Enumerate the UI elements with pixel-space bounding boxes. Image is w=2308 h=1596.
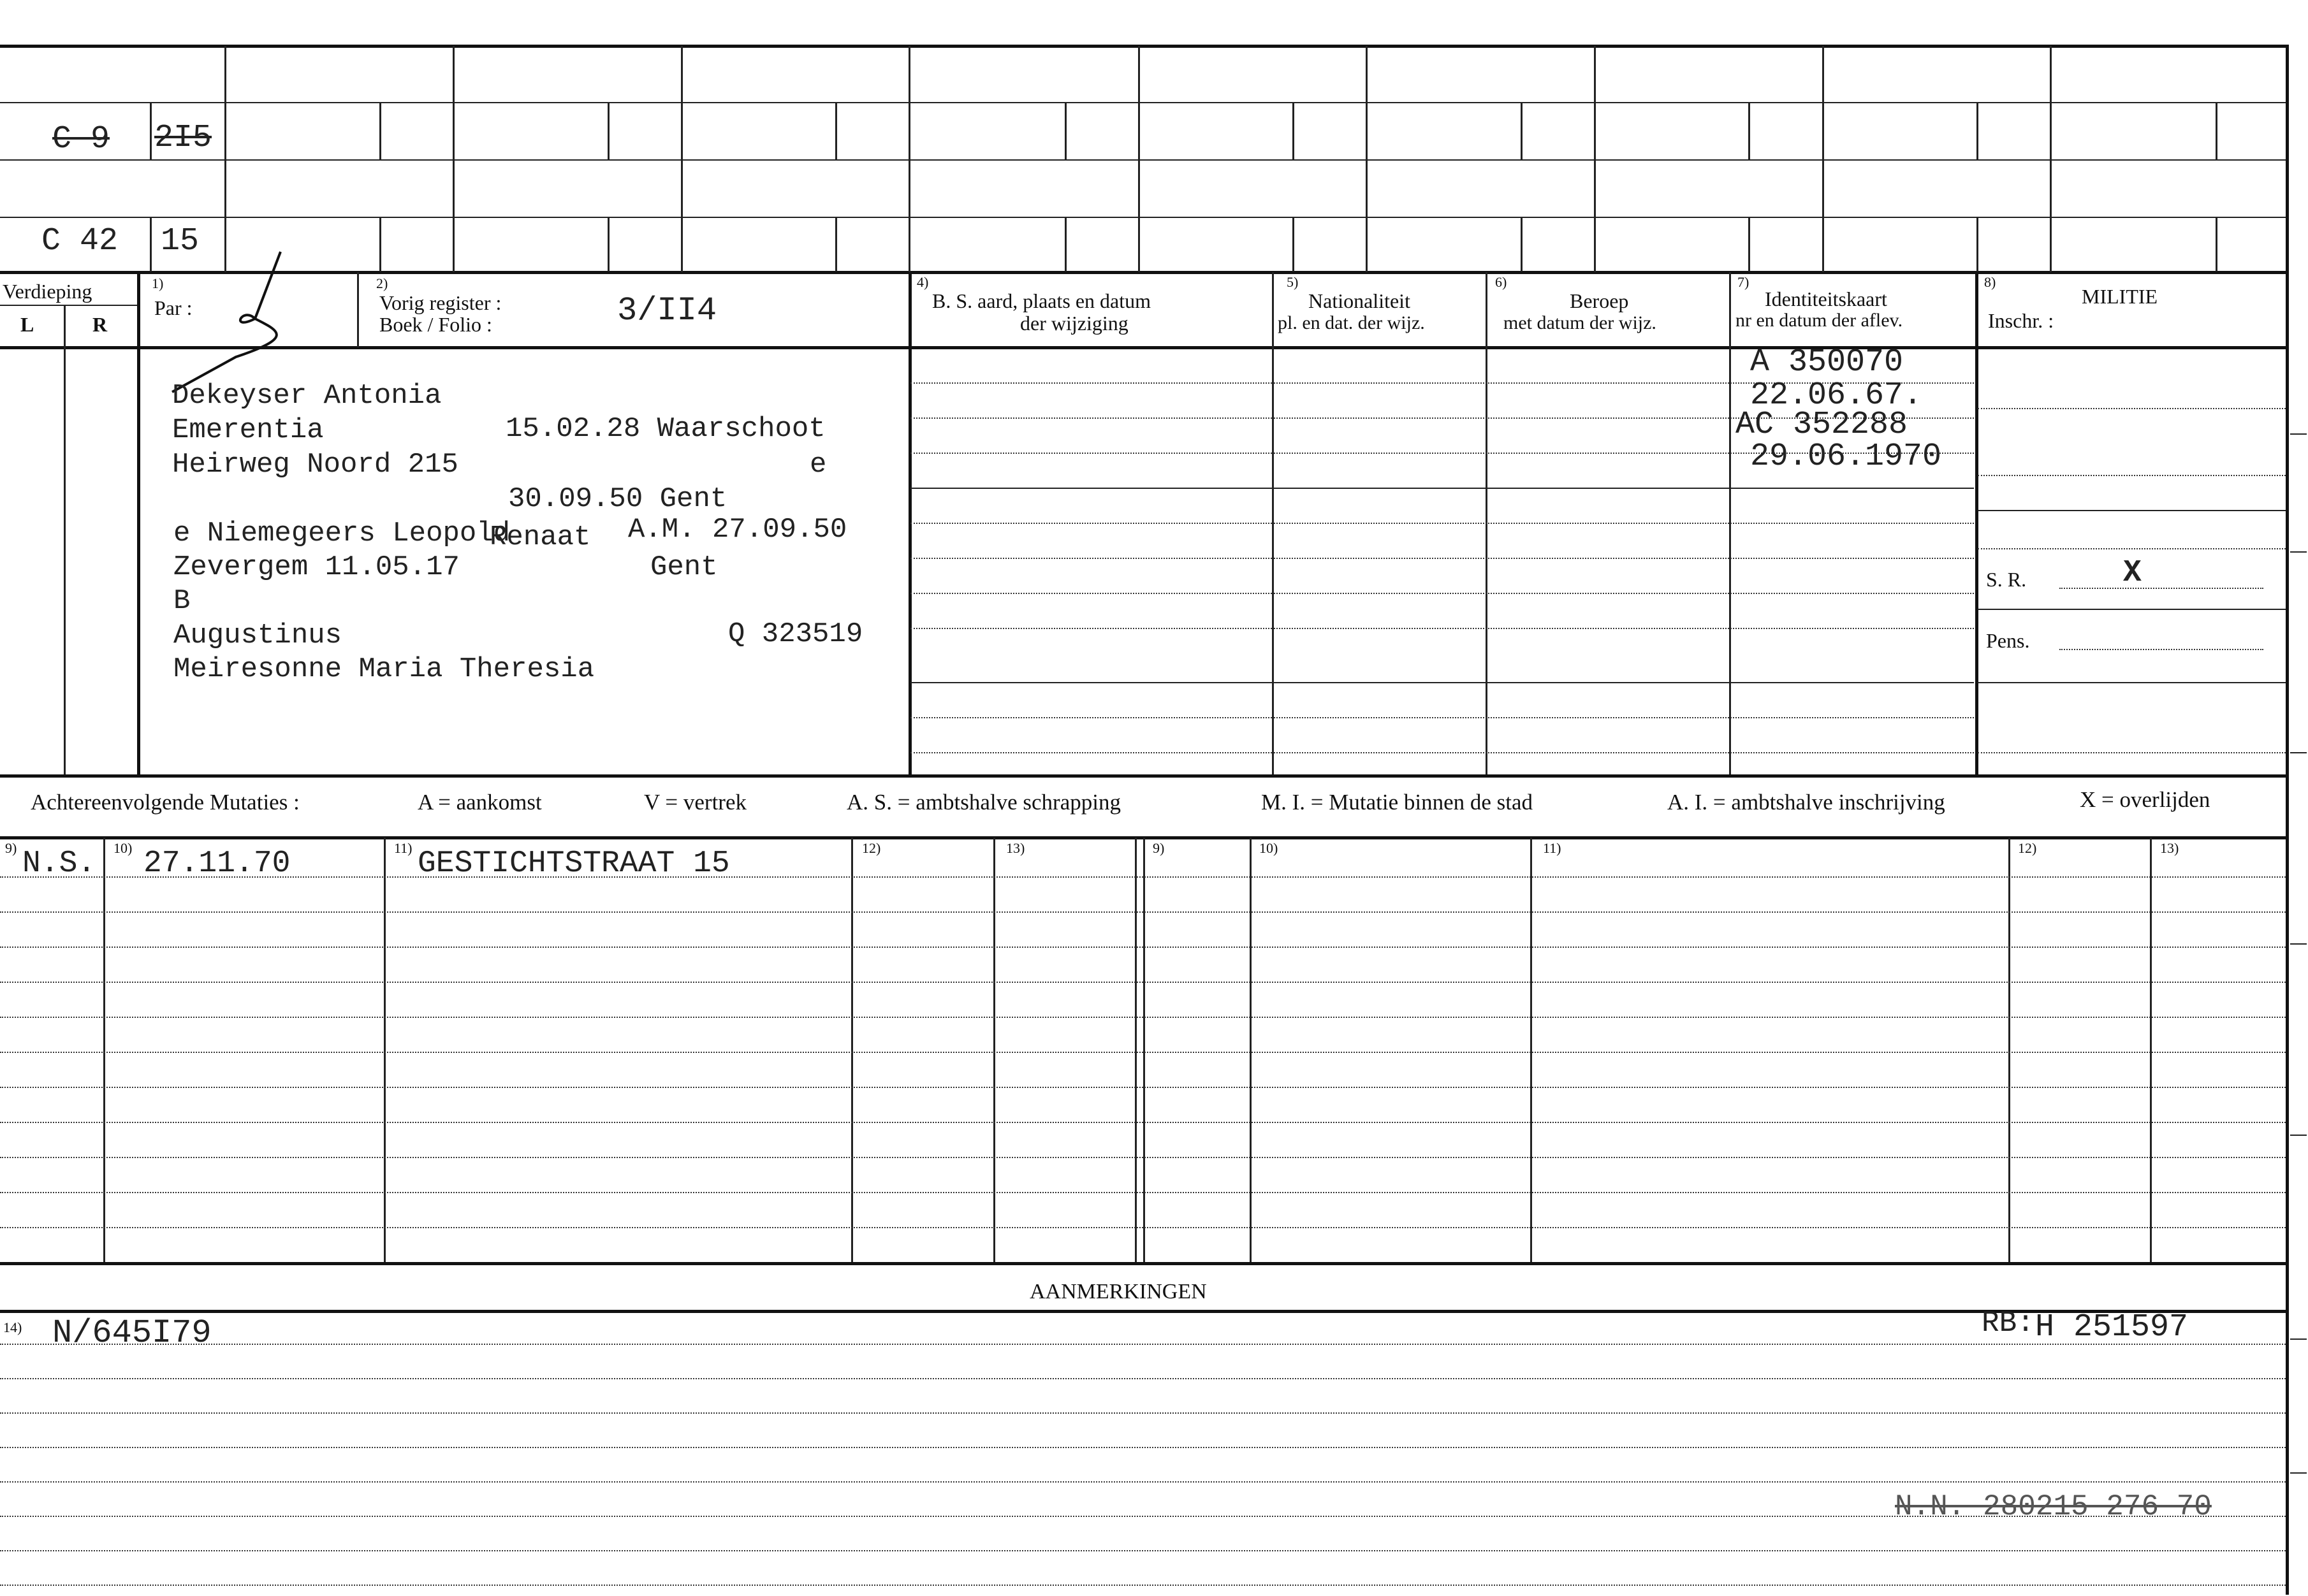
header-id-line2: nr en datum der aflev. [1735, 310, 1903, 331]
old-parcel-number: 2I5 [154, 120, 212, 156]
mutation-date: 27.11.70 [143, 846, 291, 881]
section-code: C 42 [41, 223, 119, 259]
header-inschr: Inschr. : [1988, 309, 2054, 332]
person-line-7: B [173, 585, 191, 617]
header-num-7: 7) [1737, 274, 1749, 290]
person-line-2b: 15.02.28 Waarschoot [506, 413, 826, 445]
militie-sr-value: X [2123, 556, 2142, 590]
legend-title: Achtereenvolgende Mutaties : [31, 790, 300, 815]
person-line-3a: Heirweg Noord 215 [172, 449, 458, 481]
person-line-8b: Q 323519 [728, 618, 863, 650]
mut-col-12-left: 12) [862, 840, 881, 856]
mutation-type: N.S. [22, 846, 96, 881]
remarks-num-14: 14) [3, 1319, 22, 1335]
legend-a: A = aankomst [418, 790, 542, 815]
header-num-1: 1) [152, 275, 164, 291]
mut-col-11-left: 11) [394, 840, 413, 856]
header-bs-line1: B. S. aard, plaats en datum [932, 289, 1151, 312]
legend-x: X = overlijden [2080, 787, 2210, 812]
national-number: N.N. 280215 276 70 [1895, 1490, 2212, 1523]
legend-mi: M. I. = Mutatie binnen de stad [1261, 790, 1533, 815]
header-ber-line2: met datum der wijz. [1503, 312, 1656, 333]
legend-v: V = vertrek [644, 790, 747, 815]
id-card-1: A 350070 [1750, 344, 1904, 381]
mut-col-13-left: 13) [1006, 840, 1025, 856]
header-num-6: 6) [1495, 274, 1507, 290]
mut-col-11-right: 11) [1543, 840, 1561, 856]
header-num-8: 8) [1984, 274, 1996, 290]
header-militie: MILITIE [2082, 285, 2158, 308]
header-boek-folio: Boek / Folio : [379, 313, 492, 336]
header-nat-line2: pl. en dat. der wijz. [1278, 312, 1425, 333]
person-line-2a: Emerentia [172, 414, 324, 446]
remarks-title: AANMERKINGEN [1030, 1280, 1207, 1303]
header-r: R [92, 313, 108, 336]
parcel-number: 15 [161, 223, 200, 259]
header-ber-line1: Beroep [1570, 289, 1629, 312]
mut-col-12-right: 12) [2018, 840, 2037, 856]
person-line-8a: Augustinus [173, 620, 342, 651]
mut-col-13-right: 13) [2160, 840, 2179, 856]
vorig-register-value: 3/II4 [617, 292, 717, 330]
person-line-5a: e Niemegeers Leopold [173, 518, 511, 549]
person-line-5b: Renaat [490, 521, 591, 553]
header-id-line1: Identiteitskaart [1765, 287, 1887, 310]
person-line-9: Meiresonne Maria Theresia [173, 653, 595, 685]
legend-as: A. S. = ambtshalve schrapping [847, 790, 1121, 815]
militie-sr-label: S. R. [1986, 568, 2027, 591]
header-l: L [20, 313, 34, 336]
header-vorig-register: Vorig register : [379, 291, 502, 314]
person-line-4: 30.09.50 Gent [508, 483, 727, 515]
mut-col-10-left: 10) [113, 840, 133, 856]
id-date-1: 22.06.67. [1750, 377, 1923, 414]
remarks-rb-value: H 251597 [2035, 1309, 2189, 1346]
person-line-1: Dekeyser Antonia [172, 380, 442, 412]
legend-ai: A. I. = ambtshalve inschrijving [1667, 790, 1945, 815]
id-date-2: 29.06.1970 [1750, 439, 1942, 475]
militie-pens-label: Pens. [1986, 629, 2030, 652]
mut-col-9-right: 9) [1153, 840, 1165, 856]
remarks-code: N/645I79 [52, 1314, 212, 1352]
header-verdieping: Verdieping [3, 280, 92, 303]
person-line-5c: A.M. 27.09.50 [628, 514, 847, 546]
header-num-2: 2) [376, 275, 388, 291]
person-line-3b: e [810, 449, 827, 481]
person-line-6a: Zevergem 11.05.17 [173, 551, 460, 583]
legend-top-rule [0, 774, 2289, 778]
remarks-rb-label: RB: [1982, 1307, 2034, 1340]
mut-col-9-left: 9) [5, 840, 17, 856]
id-card-2: AC 352288 [1735, 407, 1908, 443]
person-line-6b: Gent [650, 551, 718, 583]
header-num-4: 4) [917, 274, 929, 290]
mutation-address: GESTICHTSTRAAT 15 [418, 846, 730, 881]
header-par: Par : [154, 296, 193, 319]
header-nat-line1: Nationaliteit [1308, 289, 1410, 312]
header-bs-line2: der wijziging [1020, 312, 1128, 335]
mut-col-10-right: 10) [1259, 840, 1278, 856]
old-section-code: C 9 [52, 121, 110, 157]
header-num-5: 5) [1287, 274, 1299, 290]
par-handwritten-mark [153, 249, 306, 395]
